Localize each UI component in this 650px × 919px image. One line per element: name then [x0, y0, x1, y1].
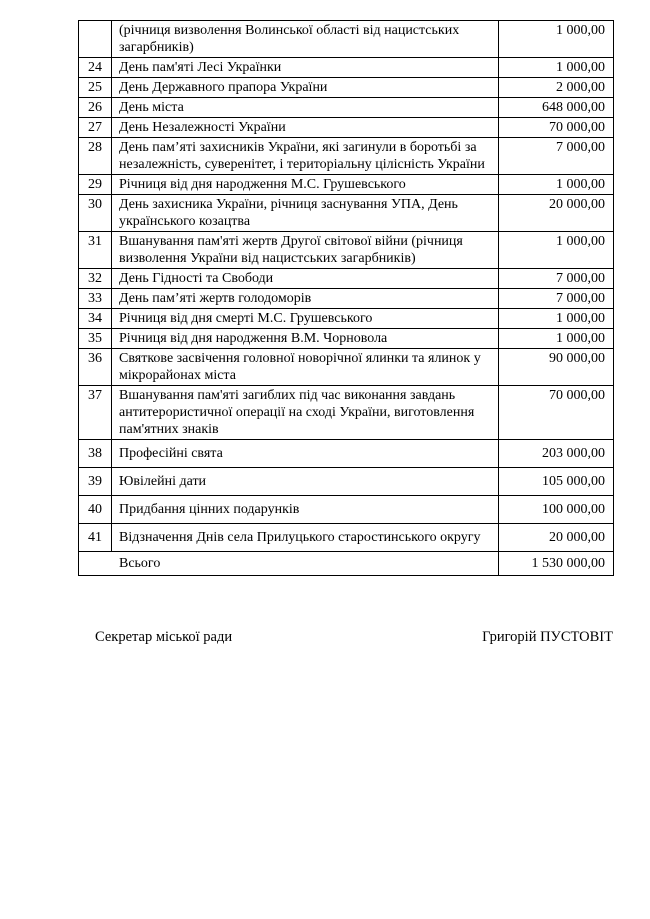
- signature-line: [95, 628, 613, 646]
- amount-cell: 1 000,00: [499, 329, 614, 349]
- row-number-cell: 34: [79, 309, 112, 329]
- total-amount-cell: 1 530 000,00: [499, 552, 614, 576]
- amount-cell: 648 000,00: [499, 98, 614, 118]
- amount-cell: 1 000,00: [499, 21, 614, 58]
- table-row-total: [79, 552, 614, 576]
- row-number-cell: 35: [79, 329, 112, 349]
- table-row: [79, 309, 614, 329]
- table-row: [79, 349, 614, 386]
- table-row: [79, 468, 614, 496]
- table-row: [79, 118, 614, 138]
- table-row: [79, 78, 614, 98]
- table-row: [79, 386, 614, 440]
- description-cell: День пам’яті захисників України, які загинули в боротьбі за незалежність, суверенітет, і територіальну цілісність України: [112, 138, 499, 175]
- row-number-cell: 29: [79, 175, 112, 195]
- amount-cell: 70 000,00: [499, 386, 614, 440]
- amount-cell: 7 000,00: [499, 289, 614, 309]
- amount-cell: 20 000,00: [499, 195, 614, 232]
- row-number-cell: 31: [79, 232, 112, 269]
- description-cell: Святкове засвічення головної новорічної ялинки та ялинок у мікрорайонах міста: [112, 349, 499, 386]
- description-cell: Професійні свята: [112, 440, 499, 468]
- table-row: [79, 21, 614, 58]
- table-row: [79, 524, 614, 552]
- description-cell: Придбання цінних подарунків: [112, 496, 499, 524]
- amount-cell: 1 000,00: [499, 58, 614, 78]
- secretary-name: Григорій ПУСТОВІТ: [482, 629, 613, 645]
- amount-cell: 20 000,00: [499, 524, 614, 552]
- amount-cell: 7 000,00: [499, 269, 614, 289]
- description-cell: День Гідності та Свободи: [112, 269, 499, 289]
- row-number-cell: [79, 21, 112, 58]
- description-cell: Відзначення Днів села Прилуцького старостинського округу: [112, 524, 499, 552]
- table-row: [79, 58, 614, 78]
- row-number-cell: 25: [79, 78, 112, 98]
- amount-cell: 2 000,00: [499, 78, 614, 98]
- description-cell: (річниця визволення Волинської області від нацистських загарбників): [112, 21, 499, 58]
- description-cell: Річниця від дня народження М.С. Грушевського: [112, 175, 499, 195]
- expenses-table: [78, 20, 614, 576]
- row-number-cell: 41: [79, 524, 112, 552]
- table-row: [79, 175, 614, 195]
- description-cell: День Державного прапора України: [112, 78, 499, 98]
- row-number-cell: 36: [79, 349, 112, 386]
- amount-cell: 90 000,00: [499, 349, 614, 386]
- description-cell: День Незалежності України: [112, 118, 499, 138]
- table-row: [79, 195, 614, 232]
- amount-cell: 7 000,00: [499, 138, 614, 175]
- table-row: [79, 496, 614, 524]
- amount-cell: 203 000,00: [499, 440, 614, 468]
- row-number-cell: 37: [79, 386, 112, 440]
- table-row: [79, 269, 614, 289]
- table-row: [79, 440, 614, 468]
- description-cell: День захисника України, річниця заснування УПА, День українського козацтва: [112, 195, 499, 232]
- table-row: [79, 329, 614, 349]
- row-number-cell: 30: [79, 195, 112, 232]
- row-number-cell: 27: [79, 118, 112, 138]
- row-number-cell: 39: [79, 468, 112, 496]
- description-cell: Річниця від дня смерті М.С. Грушевського: [112, 309, 499, 329]
- table-row: [79, 138, 614, 175]
- description-cell: День пам’яті жертв голодоморів: [112, 289, 499, 309]
- secretary-title: Секретар міської ради: [95, 629, 233, 645]
- row-number-cell: 28: [79, 138, 112, 175]
- row-number-cell: 33: [79, 289, 112, 309]
- row-number-cell: 26: [79, 98, 112, 118]
- row-number-cell: 38: [79, 440, 112, 468]
- amount-cell: 70 000,00: [499, 118, 614, 138]
- total-label-cell: Всього: [79, 552, 499, 576]
- row-number-cell: 40: [79, 496, 112, 524]
- amount-cell: 100 000,00: [499, 496, 614, 524]
- row-number-cell: 32: [79, 269, 112, 289]
- table-row: [79, 98, 614, 118]
- description-cell: Вшанування пам'яті жертв Другої світової війни (річниця визволення України від нацистських загарбників): [112, 232, 499, 269]
- description-cell: Річниця від дня народження В.М. Чорновола: [112, 329, 499, 349]
- row-number-cell: 24: [79, 58, 112, 78]
- table-row: [79, 232, 614, 269]
- amount-cell: 1 000,00: [499, 232, 614, 269]
- description-cell: День міста: [112, 98, 499, 118]
- amount-cell: 1 000,00: [499, 309, 614, 329]
- description-cell: Вшанування пам'яті загиблих під час виконання завдань антитерористичної операції на сході України, виготовлення пам'ятних знаків: [112, 386, 499, 440]
- amount-cell: 105 000,00: [499, 468, 614, 496]
- table-row: [79, 289, 614, 309]
- description-cell: Ювілейні дати: [112, 468, 499, 496]
- amount-cell: 1 000,00: [499, 175, 614, 195]
- description-cell: День пам'яті Лесі Українки: [112, 58, 499, 78]
